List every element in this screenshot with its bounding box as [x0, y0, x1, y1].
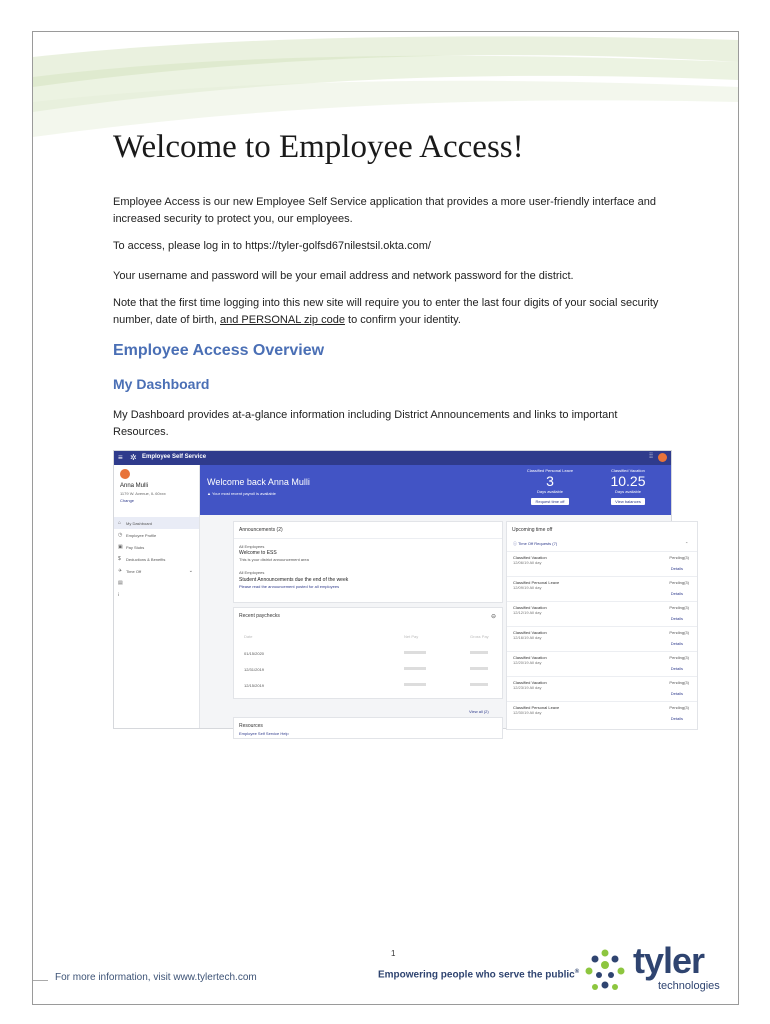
time-off-date: 12/30/19 All day	[513, 710, 542, 715]
redacted-amount	[470, 683, 488, 686]
resources-title: Resources	[239, 723, 263, 729]
sidebar-item[interactable]	[114, 577, 199, 589]
sidebar-item-label: My Dashboard	[126, 520, 153, 526]
stat-vacation	[588, 468, 668, 505]
brand-subtitle: technologies	[658, 980, 720, 992]
page-number: 1	[391, 949, 396, 958]
announcement-text: This is your district announcement area	[239, 557, 309, 562]
time-off-type: Classified Vacation	[513, 630, 547, 635]
announcement-tag: All Employees	[239, 544, 265, 549]
intro-paragraph: Employee Access is our new Employee Self Service application that provides a more user-friendly interface and increased security to protect you, our employees.	[113, 196, 656, 225]
paycheck-row[interactable]: 01/15/2020	[244, 651, 265, 656]
sidebar-change-link[interactable]: Change	[120, 498, 135, 503]
first-login-text: Note that the first time logging into this new site will require you to enter the last four digits of your social security number, date of birth,	[113, 297, 659, 326]
stat-value: 10.25	[610, 473, 646, 489]
overview-heading: Employee Access Overview	[113, 342, 325, 359]
time-off-status: Pending(3)	[669, 580, 689, 585]
sidebar-item[interactable]	[114, 541, 199, 553]
paycheck-row[interactable]: 12/15/2019	[244, 683, 265, 688]
time-off-details-link[interactable]: Details	[670, 591, 683, 596]
sidebar-item-icon: ◷	[118, 532, 123, 538]
sidebar-item-label: Employee Profile	[126, 532, 157, 538]
announcements-title: Announcements (2)	[239, 527, 283, 533]
time-off-date: 12/09/19 All day	[513, 585, 542, 590]
time-off-row[interactable]	[507, 626, 697, 653]
redacted-amount	[470, 667, 488, 670]
time-off-details-link[interactable]: Details	[670, 566, 683, 571]
first-login-text-end: to confirm your identity.	[344, 314, 461, 326]
sidebar-item-icon: ✈	[118, 568, 123, 574]
time-off-row[interactable]	[507, 676, 697, 703]
announcement-text[interactable]: Please read the announcement posted for all employees	[239, 584, 340, 589]
time-off-details-link[interactable]: Details	[670, 616, 683, 621]
sidebar-item[interactable]	[114, 589, 199, 601]
welcome-text: Welcome back Anna Mulli	[207, 477, 310, 487]
registered-mark: ®	[574, 969, 580, 975]
upcoming-time-off-card	[506, 521, 698, 730]
hamburger-menu-icon[interactable]: ≡	[118, 453, 123, 462]
redacted-amount	[404, 683, 426, 686]
time-off-status: Pending(3)	[669, 630, 689, 635]
paychecks-title: Recent paychecks	[239, 613, 280, 619]
request-time-off-button[interactable]: Request time off	[531, 498, 568, 505]
personal-zip-underlined: and PERSONAL zip code	[220, 314, 345, 326]
announcement-tag: All Employees	[239, 570, 265, 575]
footer-rule	[33, 980, 48, 981]
apps-grid-icon[interactable]: ⁞⁞	[649, 453, 653, 460]
sidebar-item-icon: ⌂	[118, 520, 122, 526]
first-login-paragraph	[113, 295, 673, 329]
stat-sub: Days available	[536, 489, 563, 494]
sidebar-avatar	[120, 469, 130, 479]
time-off-row[interactable]	[507, 701, 697, 728]
time-off-status: Pending(3)	[669, 655, 689, 660]
column-header-gross: Gross Pay	[470, 634, 489, 639]
time-off-date: 12/06/19 All day	[513, 560, 542, 565]
view-all-paychecks-link[interactable]: View all (2)	[469, 709, 489, 714]
sidebar-item[interactable]	[114, 529, 199, 541]
upcoming-title: Upcoming time off	[512, 527, 553, 533]
time-off-type: Classified Personal Leave	[513, 705, 560, 710]
stat-value: 3	[546, 473, 554, 489]
resources-card	[233, 717, 503, 739]
access-url-paragraph: To access, please log in to https://tyler-golfsd67nilestsil.okta.com/	[113, 240, 431, 252]
time-off-row[interactable]	[507, 551, 697, 578]
column-header-net: Net Pay	[404, 634, 419, 639]
recent-paychecks-card	[233, 607, 503, 699]
sidebar-item-icon: ▣	[118, 544, 123, 550]
welcome-subtext-label: Your most recent payroll is available	[212, 491, 276, 496]
document-page	[32, 31, 739, 1005]
welcome-subtext: ▲ Your most recent payroll is available	[207, 491, 276, 496]
dashboard-paragraph: My Dashboard provides at-a-glance information including District Announcements and links to important Resources.	[113, 409, 618, 438]
sidebar-item-icon: $	[118, 556, 121, 562]
stat-personal-leave	[510, 468, 590, 505]
time-off-status: Pending(3)	[669, 680, 689, 685]
tyler-logo-icon	[581, 947, 629, 995]
time-off-type: Classified Vacation	[513, 655, 547, 660]
redacted-amount	[404, 667, 426, 670]
time-off-status: Pending(3)	[669, 605, 689, 610]
announcement-title[interactable]: Welcome to ESS	[239, 550, 277, 556]
announcements-card	[233, 521, 503, 603]
sidebar-item[interactable]	[114, 517, 199, 529]
time-off-date: 12/20/19 All day	[513, 660, 542, 665]
paychecks-settings-icon[interactable]: ⊖	[490, 614, 496, 620]
welcome-banner	[200, 465, 671, 515]
footer-tagline	[378, 969, 579, 980]
sidebar-item-label: Time Off	[126, 568, 142, 574]
sidebar-nav	[114, 517, 199, 601]
footer-info: For more information, visit www.tylertech.com	[55, 972, 257, 983]
sidebar-item[interactable]	[114, 565, 199, 577]
tyler-logo-icon: ✲	[130, 453, 137, 462]
time-off-date: 12/12/19 All day	[513, 610, 542, 615]
page-title: Welcome to Employee Access!	[113, 129, 524, 165]
time-off-status: Pending(3)	[669, 705, 689, 710]
sidebar-item-label: Deductions & Benefits	[126, 556, 166, 562]
sidebar-item-label: Pay Stubs	[126, 544, 145, 550]
sidebar	[114, 465, 200, 728]
time-off-date: 12/16/19 All day	[513, 635, 542, 640]
time-off-row[interactable]	[507, 651, 697, 678]
column-header-date: Date	[244, 634, 253, 639]
time-off-row[interactable]	[507, 576, 697, 603]
app-name: Employee Self Service	[142, 454, 207, 460]
time-off-row[interactable]	[507, 601, 697, 628]
time-off-status: Pending(3)	[669, 555, 689, 560]
chevron-up-icon[interactable]: ⌃	[685, 541, 689, 546]
paycheck-row[interactable]: 12/31/2019	[244, 667, 265, 672]
tagline-text: Empowering people who serve the public	[378, 969, 575, 981]
dashboard-heading: My Dashboard	[113, 376, 210, 392]
dashboard-screenshot	[113, 450, 689, 736]
stat-sub: Days available	[614, 489, 641, 494]
sidebar-user-address: 1179 W. Avenue, IL 60xxx	[120, 491, 166, 496]
announcement-title[interactable]: Student Announcements due the end of the week	[239, 577, 349, 583]
time-off-type: Classified Vacation	[513, 680, 547, 685]
time-off-type: Classified Vacation	[513, 555, 547, 560]
time-off-requests-toggle[interactable]: ⓘ Time Off Requests (7)	[513, 541, 558, 546]
stat-label: Classified Personal Leave	[526, 468, 574, 473]
time-off-details-link[interactable]: Details	[670, 666, 683, 671]
sidebar-item-icon: ⅰ	[118, 592, 120, 598]
redacted-amount	[404, 651, 426, 654]
app-topbar	[114, 451, 671, 465]
time-off-type: Classified Vacation	[513, 605, 547, 610]
chevron-down-icon: ⌄	[188, 568, 193, 574]
stat-label: Classified Vacation	[611, 468, 645, 473]
redacted-amount	[470, 651, 488, 654]
time-off-type: Classified Personal Leave	[513, 580, 560, 585]
time-off-details-link[interactable]: Details	[670, 691, 683, 696]
time-off-details-link[interactable]: Details	[670, 641, 683, 646]
time-off-date: 12/23/19 All day	[513, 685, 542, 690]
credentials-paragraph: Your username and password will be your email address and network password for the district.	[113, 270, 574, 282]
resources-link[interactable]: Employee Self Service Help	[239, 731, 289, 736]
view-balances-button[interactable]: View balances	[611, 498, 645, 505]
divider	[234, 538, 502, 539]
sidebar-item[interactable]	[114, 553, 199, 565]
brand-name: tyler	[633, 940, 705, 981]
time-off-details-link[interactable]: Details	[670, 716, 683, 721]
time-off-requests-label: Time Off Requests (7)	[518, 541, 558, 546]
user-avatar[interactable]	[658, 453, 667, 462]
sidebar-item-icon: ▤	[118, 580, 123, 586]
sidebar-user-name: Anna Mulli	[120, 483, 149, 489]
